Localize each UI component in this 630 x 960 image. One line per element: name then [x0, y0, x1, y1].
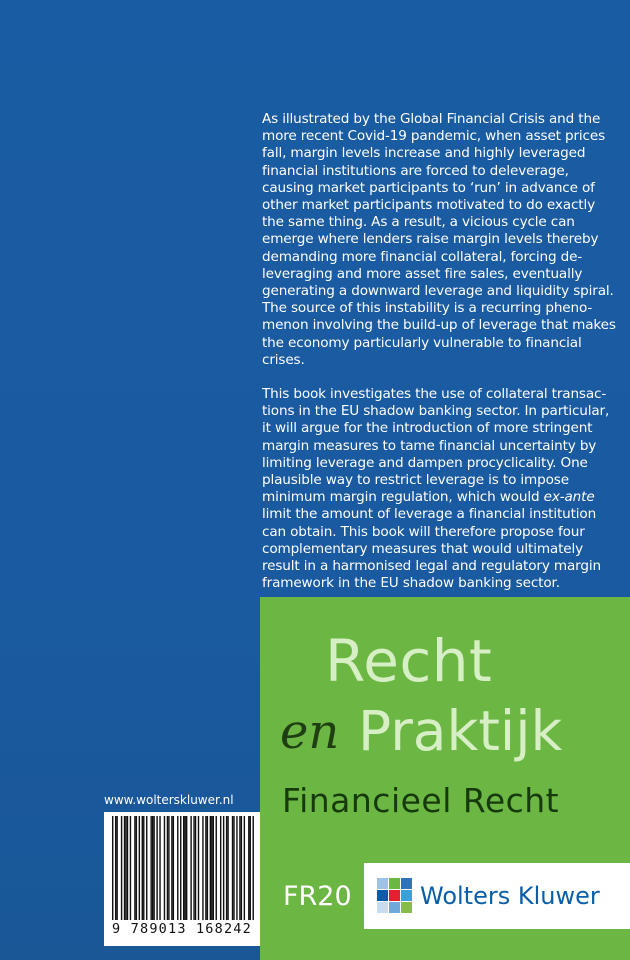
barcode-bar [116, 816, 117, 920]
blurb-line: The source of this instability is a recurring pheno- [262, 300, 593, 317]
barcode-bar [124, 816, 125, 920]
publisher-name: Wolters Kluwer [420, 882, 600, 910]
series-title-praktijk: Praktijk [358, 699, 563, 763]
publisher-url: www.wolterskluwer.nl [104, 793, 234, 807]
barcode-bar [241, 816, 242, 920]
barcode-bar [250, 816, 251, 920]
blurb-line: causing market participants to ‘run’ in advance of [262, 179, 595, 196]
barcode-bar [193, 816, 194, 920]
series-title-recht: Recht [325, 627, 493, 695]
barcode-bar [216, 816, 217, 920]
barcode-bar [248, 816, 249, 920]
barcode-bar [136, 816, 137, 920]
barcode-bar [186, 816, 187, 920]
barcode-bar [112, 816, 113, 920]
blurb-line: leveraging and more asset fire sales, eventually [262, 265, 583, 282]
barcode-bar [168, 816, 169, 920]
barcode-bar [244, 816, 245, 920]
isbn-number: 9 789013 168242 [112, 921, 252, 937]
blurb-line: plausible way to restrict leverage is to impose [262, 472, 569, 489]
barcode-bar [233, 816, 234, 920]
barcode-icon [112, 816, 254, 920]
blurb-line: menon involving the build-up of leverage that makes [262, 317, 616, 334]
barcode-bar [156, 816, 157, 920]
barcode-bar [150, 816, 151, 920]
blurb-line: can obtain. This book will therefore propose four [262, 523, 585, 540]
blurb-line: limit the amount of leverage a financial institution [262, 506, 597, 523]
blurb-line: crises. [262, 351, 305, 368]
blurb-line: the economy particularly vulnerable to financial [262, 334, 582, 351]
barcode-bar [143, 816, 144, 920]
barcode-bar [184, 816, 185, 920]
italic-term: ex-ante [543, 489, 595, 506]
blurb-line: This book investigates the use of collateral transac- [262, 386, 607, 403]
blurb-line: complementary measures that would ultimately [262, 540, 584, 557]
barcode-bar [177, 816, 178, 920]
barcode-bar [205, 816, 206, 920]
barcode-bar [232, 816, 233, 920]
blurb-line: other market participants motivated to do exactly [262, 197, 596, 214]
barcode-bar [202, 816, 203, 920]
barcode-bar [198, 816, 199, 920]
blurb-paragraph-1 [262, 111, 620, 369]
barcode-bar [121, 816, 122, 920]
blurb-paragraph-2 [262, 386, 620, 592]
barcode-bar [125, 816, 126, 920]
blurb-line: generating a downward leverage and liquidity spiral. [262, 283, 614, 300]
barcode-bar [190, 816, 191, 920]
series-code: FR20 [283, 881, 352, 912]
publisher-logo-box [364, 863, 630, 929]
blurb-line: demanding more financial collateral, forcing de- [262, 248, 583, 265]
blurb-line: more recent Covid-19 pandemic, when asset prices [262, 128, 606, 145]
barcode-bar [195, 816, 196, 920]
blurb-line: limiting leverage and dampen procyclicality. One [262, 454, 588, 471]
barcode-bar [134, 816, 135, 920]
blurb-line: tions in the EU shadow banking sector. In particular, [262, 403, 610, 420]
barcode-bar [146, 816, 147, 920]
barcode-bar [223, 816, 224, 920]
barcode-bar [239, 816, 240, 920]
barcode-bar [227, 816, 228, 920]
blurb-line: fall, margin levels increase and highly leveraged [262, 145, 586, 162]
barcode-bar [211, 816, 212, 920]
blurb-line [262, 489, 620, 506]
wolters-kluwer-logo-icon [376, 877, 414, 915]
series-title-en: en [280, 704, 340, 760]
barcode-bar [173, 816, 174, 920]
barcode-bar [220, 816, 221, 920]
barcode-bar [207, 816, 208, 920]
barcode-bar [253, 816, 254, 920]
blurb-line: financial institutions are forced to deleverage, [262, 162, 569, 179]
barcode-bar [236, 816, 237, 920]
blurb-line: framework in the EU shadow banking sector. [262, 575, 560, 592]
blurb-line: emerge where lenders raise margin levels thereby [262, 231, 599, 248]
blurb-line: margin measures to tame financial uncertainty by [262, 437, 597, 454]
blurb-line-text: minimum margin regulation, which would [262, 489, 540, 506]
barcode-bar [180, 816, 181, 920]
barcode-bar [115, 816, 116, 920]
barcode-bar [159, 816, 160, 920]
series-subtitle: Financieel Recht [282, 781, 560, 820]
barcode-bar [152, 816, 153, 920]
barcode-bar [213, 816, 214, 920]
barcode-bar [171, 816, 172, 920]
barcode-bar [142, 816, 143, 920]
blurb-line: result in a harmonised legal and regulatory margin [262, 558, 601, 575]
barcode-bar [183, 816, 184, 920]
blurb-line: As illustrated by the Global Financial Crisis and the [262, 111, 601, 127]
barcode-bar [210, 816, 211, 920]
barcode-box [104, 812, 260, 946]
barcode-bar [226, 816, 227, 920]
barcode-bar [153, 816, 154, 920]
barcode-bar [127, 816, 128, 920]
barcode-bar [139, 816, 140, 920]
blurb-line: it will argue for the introduction of more stringent [262, 420, 593, 437]
blurb-line: the same thing. As a result, a vicious cycle can [262, 214, 575, 231]
barcode-bar [167, 816, 168, 920]
barcode-bar [164, 816, 165, 920]
blurb-text [262, 111, 620, 609]
barcode-bar [130, 816, 131, 920]
